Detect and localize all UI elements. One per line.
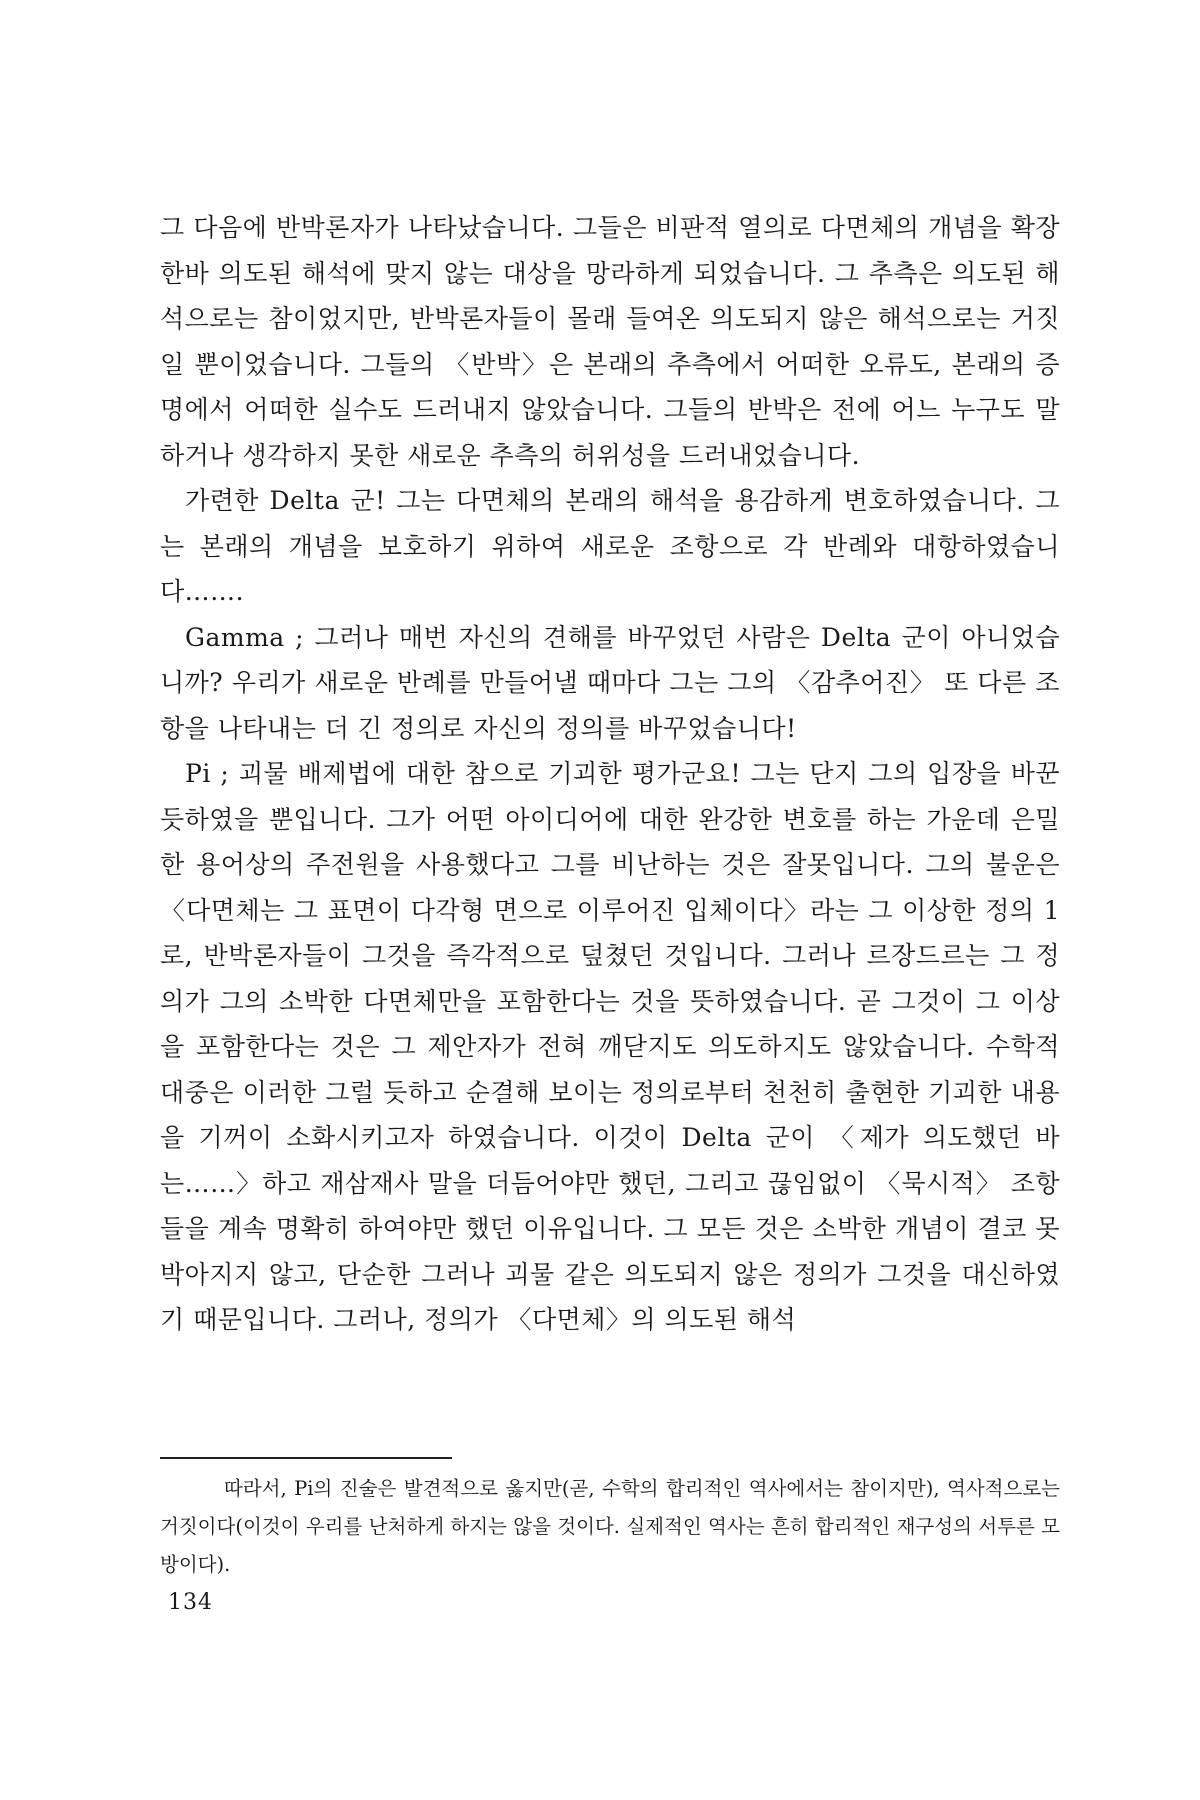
- paragraph-4: Pi ; 괴물 배제법에 대한 참으로 기괴한 평가군요! 그는 단지 그의 입장을 바꾼 듯하였을 뿐입니다. 그가 어떤 아이디어에 대한 완강한 변호를 하는 가운데 은밀한 용어상의 주전원을 사용했다고 그를 비난하는 것은 잘못입니다. 그의 불운은 〈다면체는 그 표면이 다각형 면으로 이루어진 입체이다〉라는 그 이상한 정의 1로, 반박론자들이 그것을 즉각적으로 덮쳤던 것입니다. 그러나 르장드르는 그 정의가 그의 소박한 다면체만을 포함한다는 것을 뜻하였습니다. 곧 그것이 그 이상을 포함한다는 것은 그 제안자가 전혀 깨닫지도 의도하지도 않았습니다. 수학적 대중은 이러한 그럴 듯하고 순결해 보이는 정의로부터 천천히 출현한 기괴한 내용을 기꺼이 소화시키고자 하였습니다. 이것이 Delta 군이 〈제가 의도했던 바는……〉하고 재삼재사 말을 더듬어야만 했던, 그리고 끊임없이 〈묵시적〉 조항들을 계속 명확히 하여야만 했던 이유입니다. 그 모든 것은 소박한 개념이 결코 못박아지지 않고, 단순한 그러나 괴물 같은 의도되지 않은 정의가 그것을 대신하였기 때문입니다. 그러나, 정의가 〈다면체〉의 의도된 해석: [160, 759, 1060, 1334]
- footnote-divider: [160, 1457, 452, 1459]
- footnote-text: 따라서, Pi의 진술은 발견적으로 옳지만(곧, 수학의 합리적인 역사에서는 참이지만), 역사적으로는 거짓이다(이것이 우리를 난처하게 하지는 않을 것이다. 실제적인 역사는 흔히 합리적인 재구성의 서투른 모방이다).: [160, 1477, 1060, 1576]
- page-number: 134: [168, 1590, 213, 1615]
- paragraph-3: Gamma ; 그러나 매번 자신의 견해를 바꾸었던 사람은 Delta 군이 아니었습니까? 우리가 새로운 반례를 만들어낼 때마다 그는 그의 〈감추어진〉 또 다른 조항을 나타내는 더 긴 정의로 자신의 정의를 바꾸었습니다!: [160, 622, 1060, 743]
- paragraph-2: 가련한 Delta 군! 그는 다면체의 본래의 해석을 용감하게 변호하였습니다. 그는 본래의 개념을 보호하기 위하여 새로운 조항으로 각 반례와 대항하였습니다…….: [160, 486, 1060, 606]
- paragraph-1: 그 다음에 반박론자가 나타났습니다. 그들은 비판적 열의로 다면체의 개념을 확장한바 의도된 해석에 맞지 않는 대상을 망라하게 되었습니다. 그 추측은 의도된 해석으로는 참이었지만, 반박론자들이 몰래 들여온 의도되지 않은 해석으로는 거짓일 뿐이었습니다. 그들의 〈반박〉은 본래의 추측에서 어떠한 오류도, 본래의 증명에서 어떠한 실수도 드러내지 않았습니다. 그들의 반박은 전에 어느 누구도 말하거나 생각하지 못한 새로운 추측의 허위성을 드러내었습니다.: [160, 213, 1060, 470]
- footnote: [160, 1470, 1060, 1584]
- main-text: [160, 205, 1060, 1343]
